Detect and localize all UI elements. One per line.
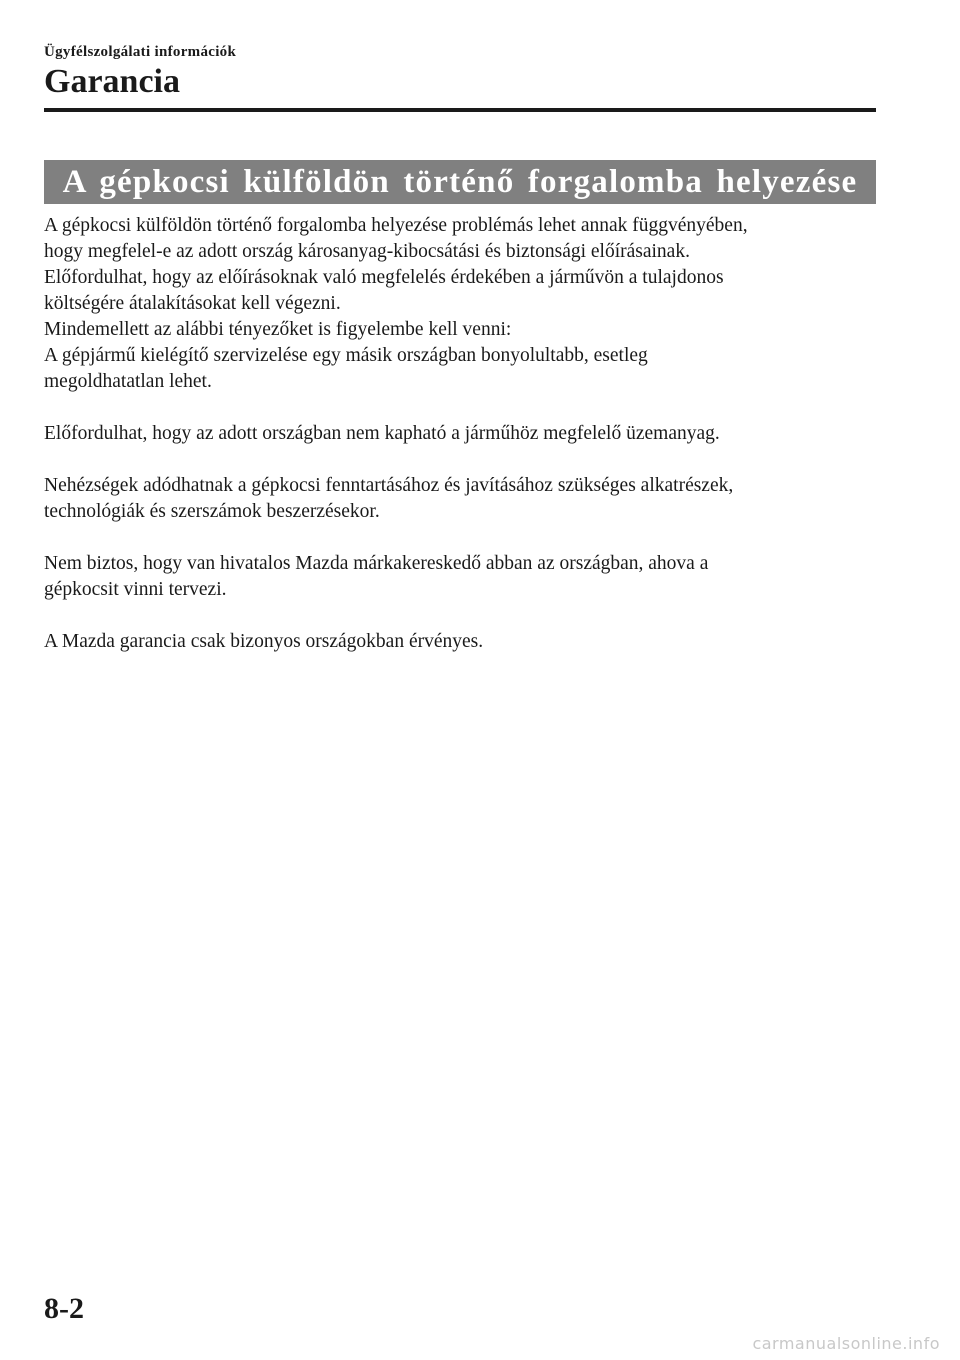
fuel-paragraph — [44, 421, 884, 447]
text-line: Előfordulhat, hogy az adott országban nem kapható a járműhöz megfelelő üzemanyag. — [44, 423, 720, 444]
topic-title: A gépkocsi külföldön történő forgalomba helyezése — [62, 163, 858, 200]
page-title: Garancia — [44, 63, 180, 100]
text-line: hogy megfelel-e az adott ország károsanyag-kibocsátási és biztonsági előírásainak. — [44, 241, 690, 262]
text-line: Előfordulhat, hogy az előírásoknak való megfelelés érdekében a járművön a tulajdonos — [44, 267, 724, 288]
text-line: Nem biztos, hogy van hivatalos Mazda márkakereskedő abban az országban, ahova a — [44, 553, 709, 574]
text-line: Nehézségek adódhatnak a gépkocsi fenntartásához és javításához szükséges alkatrészek, — [44, 475, 734, 496]
text-line: Mindemellett az alábbi tényezőket is figyelembe kell venni: — [44, 319, 512, 340]
text-line: A gépjármű kielégítő szervizelése egy másik országban bonyolultabb, esetleg — [44, 345, 648, 366]
text-line: költségére átalakításokat kell végezni. — [44, 293, 341, 314]
body-content — [44, 213, 884, 655]
header-divider — [44, 108, 876, 112]
watermark: carmanualsonline.info — [752, 1334, 940, 1353]
dealer-paragraph — [44, 551, 884, 603]
section-heading: Ügyfélszolgálati információk — [44, 44, 237, 60]
intro-paragraph — [44, 213, 884, 395]
text-line: A gépkocsi külföldön történő forgalomba helyezése problémás lehet annak függvényében, — [44, 215, 748, 236]
topic-banner — [44, 160, 876, 204]
text-line: technológiák és szerszámok beszerzésekor. — [44, 501, 380, 522]
text-line: A Mazda garancia csak bizonyos országokban érvényes. — [44, 631, 484, 652]
page-number: 8-2 — [44, 1292, 84, 1325]
parts-paragraph — [44, 473, 884, 525]
text-line: megoldhatatlan lehet. — [44, 371, 212, 392]
warranty-paragraph — [44, 629, 884, 655]
text-line: gépkocsit vinni tervezi. — [44, 579, 227, 600]
